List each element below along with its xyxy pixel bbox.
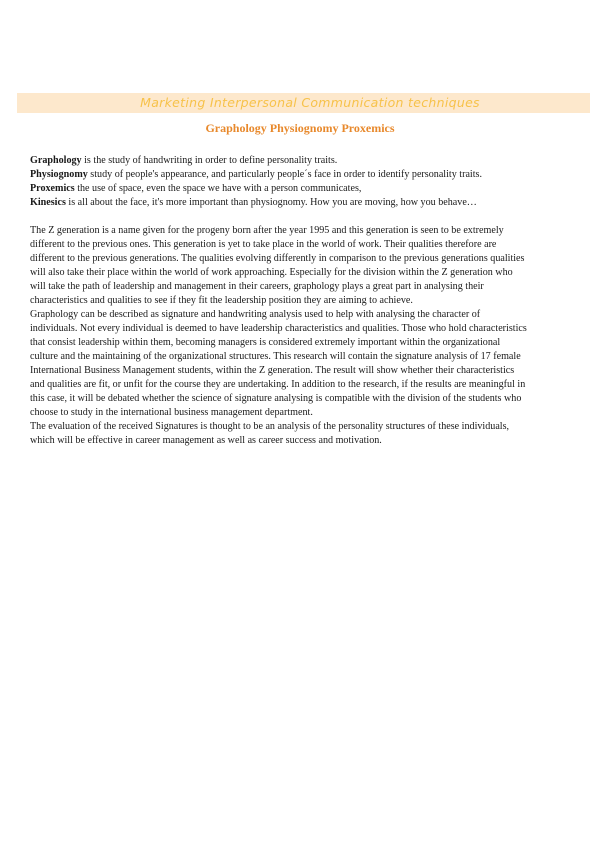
definition-term: Physiognomy <box>30 169 88 180</box>
definition-term: Graphology <box>30 155 82 166</box>
definition-graphology <box>30 154 530 168</box>
definition-kinesics <box>30 196 530 210</box>
banner-title: Marketing Interpersonal Communication techniques <box>140 95 480 110</box>
definition-physiognomy <box>30 168 530 182</box>
definition-text: study of people's appearance, and particularly people´s face in order to identify personality traits. <box>87 169 482 180</box>
document-subtitle: Graphology Physiognomy Proxemics <box>205 121 395 135</box>
paragraph-z-generation: The Z generation is a name given for the progeny born after the year 1995 and this generation is seen to be extremely different to the previous ones. This generation is yet to take place in the world of work. Their qualities therefore are different to the previous generations. The qualities evolving differently in comparison to the previous generations qualities will also take their place within the world of work approaching. Especially for the division within the Z generation who will take the path of leadership and management in their careers, graphology plays a great part in analysing their characteristics and qualities to see if they fit the leadership position they are aiming to achieve. <box>30 225 525 306</box>
document-body <box>30 154 530 448</box>
definition-term: Kinesics <box>30 197 66 208</box>
paragraph-graphology: Graphology can be described as signature and handwriting analysis used to help with analysing the character of individuals. Not every individual is deemed to have leadership characteristics and qualities. Those who hold characteristics that consist leadership within them, becoming managers is considered extremely important within the organizational culture and the maintaining of the organizational structures. This research will contain the signature analysis of 17 female International Business Management students, within the Z generation. The result will show whether their characteristics and qualities are fit, or unfit for the course they are undertaking. In addition to the research, if the results are meaningful in this case, it will be debated whether the science of signature analysing is compatible with the division of the students who choose to study in the international business management department. <box>30 309 527 418</box>
definition-term: Proxemics <box>30 183 75 194</box>
definition-text: is the study of handwriting in order to define personality traits. <box>81 155 338 166</box>
definition-text: the use of space, even the space we have with a person communicates, <box>74 183 362 194</box>
definitions-list <box>30 154 530 210</box>
paragraph-evaluation: The evaluation of the received Signatures is thought to be an analysis of the personality structures of these individuals, which will be effective in career management as well as career success and motivation. <box>30 421 510 446</box>
definition-proxemics <box>30 182 530 196</box>
definition-text: is all about the face, it's more important than physiognomy. How you are moving, how you behave… <box>65 197 477 208</box>
